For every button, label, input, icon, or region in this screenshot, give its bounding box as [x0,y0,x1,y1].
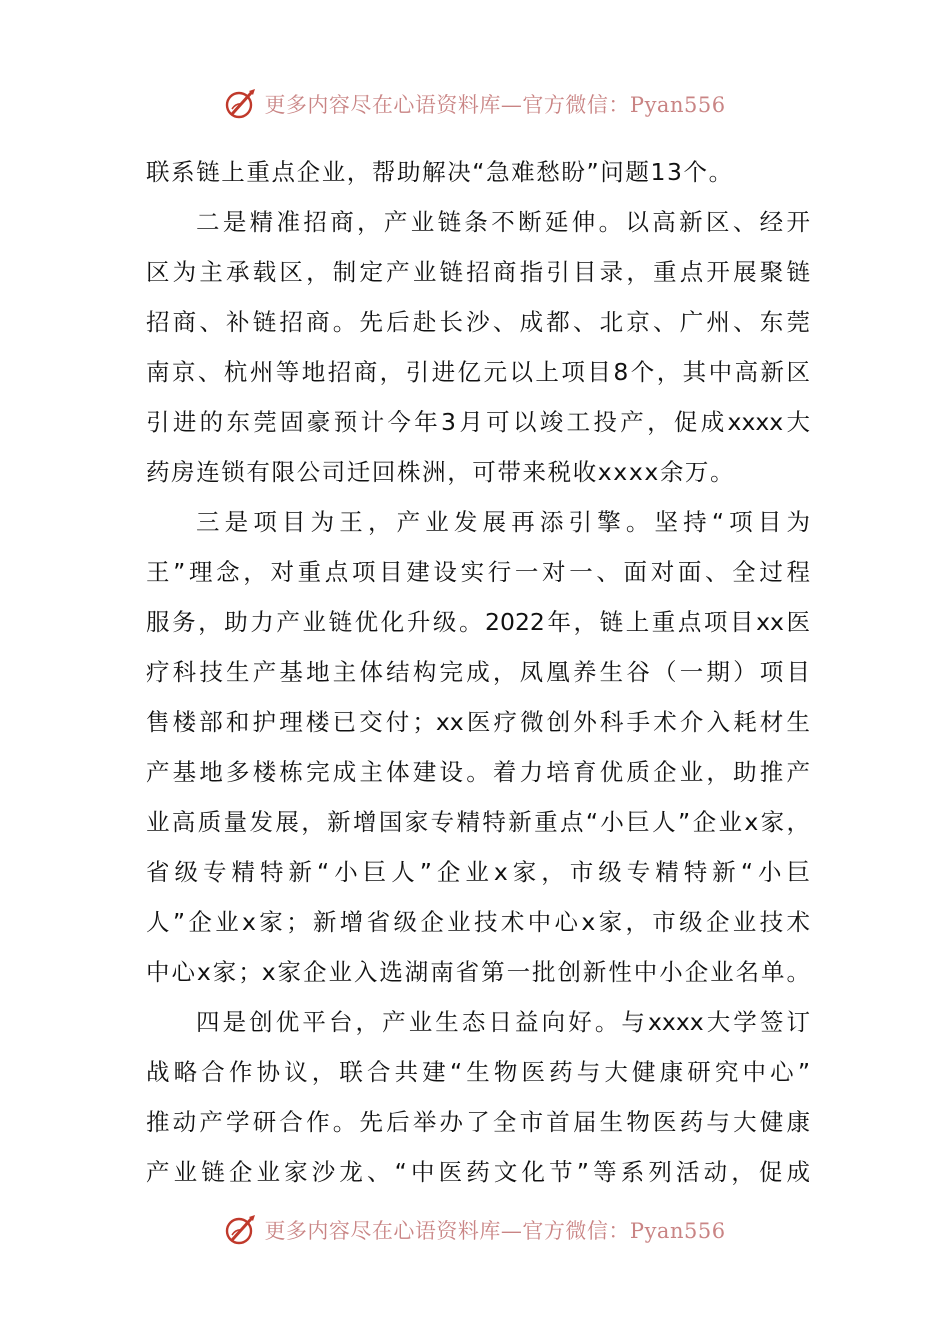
text-line: 引进的东莞固豪预计今年3月可以竣工投产，促成xxxx大 [146,408,810,436]
text-line: 疗科技生产基地主体结构完成，凤凰养生谷（一期）项目 [146,658,810,686]
text-line: 联系链上重点企业，帮助解决“急难愁盼”问题13个。 [146,158,734,186]
text-line: 业高质量发展，新增国家专精特新重点“小巨人”企业x家， [146,808,810,836]
text-line: 区为主承载区，制定产业链招商指引目录，重点开展聚链 [146,258,810,286]
text-line: 中心x家；x家企业入选湖南省第一批创新性中小企业名单。 [146,958,810,986]
document-body [146,147,810,1197]
text-line: 推动产学研合作。先后举办了全市首届生物医药与大健康 [146,1108,810,1136]
text-line: 省级专精特新“小巨人”企业x家，市级专精特新“小巨 [146,858,810,886]
text-line: 售楼部和护理楼已交付；xx医疗微创外科手术介入耗材生 [146,708,810,736]
footer-watermark-banner [0,1210,950,1250]
text-line: 三是项目为王，产业发展再添引擎。坚持“项目为 [196,508,810,536]
header-watermark-text: 更多内容尽在心语资料库—官方微信：Pyan556 [264,93,726,117]
text-line: 产业链企业家沙龙、“中医药文化节”等系列活动，促成 [146,1158,810,1186]
text-line: 南京、杭州等地招商，引进亿元以上项目8个，其中高新区 [146,358,810,386]
pen-logo-icon [224,87,258,121]
text-line: 服务，助力产业链优化升级。2022年，链上重点项目xx医 [146,608,810,636]
header-watermark-banner [0,84,950,124]
text-line: 药房连锁有限公司迁回株洲，可带来税收xxxx余万。 [146,458,736,486]
text-line: 战略合作协议，联合共建“生物医药与大健康研究中心” [146,1058,810,1086]
text-line: 四是创优平台，产业生态日益向好。与xxxx大学签订 [196,1008,810,1036]
text-line: 王”理念，对重点项目建设实行一对一、面对面、全过程 [146,558,810,586]
text-line: 人”企业x家；新增省级企业技术中心x家，市级企业技术 [146,908,810,936]
text-line: 二是精准招商，产业链条不断延伸。以高新区、经开 [196,208,810,236]
text-line: 招商、补链招商。先后赴长沙、成都、北京、广州、东莞 [146,308,810,336]
footer-watermark-text: 更多内容尽在心语资料库—官方微信：Pyan556 [264,1219,726,1243]
text-line: 产基地多楼栋完成主体建设。着力培育优质企业，助推产 [146,758,810,786]
pen-logo-icon [224,1213,258,1247]
